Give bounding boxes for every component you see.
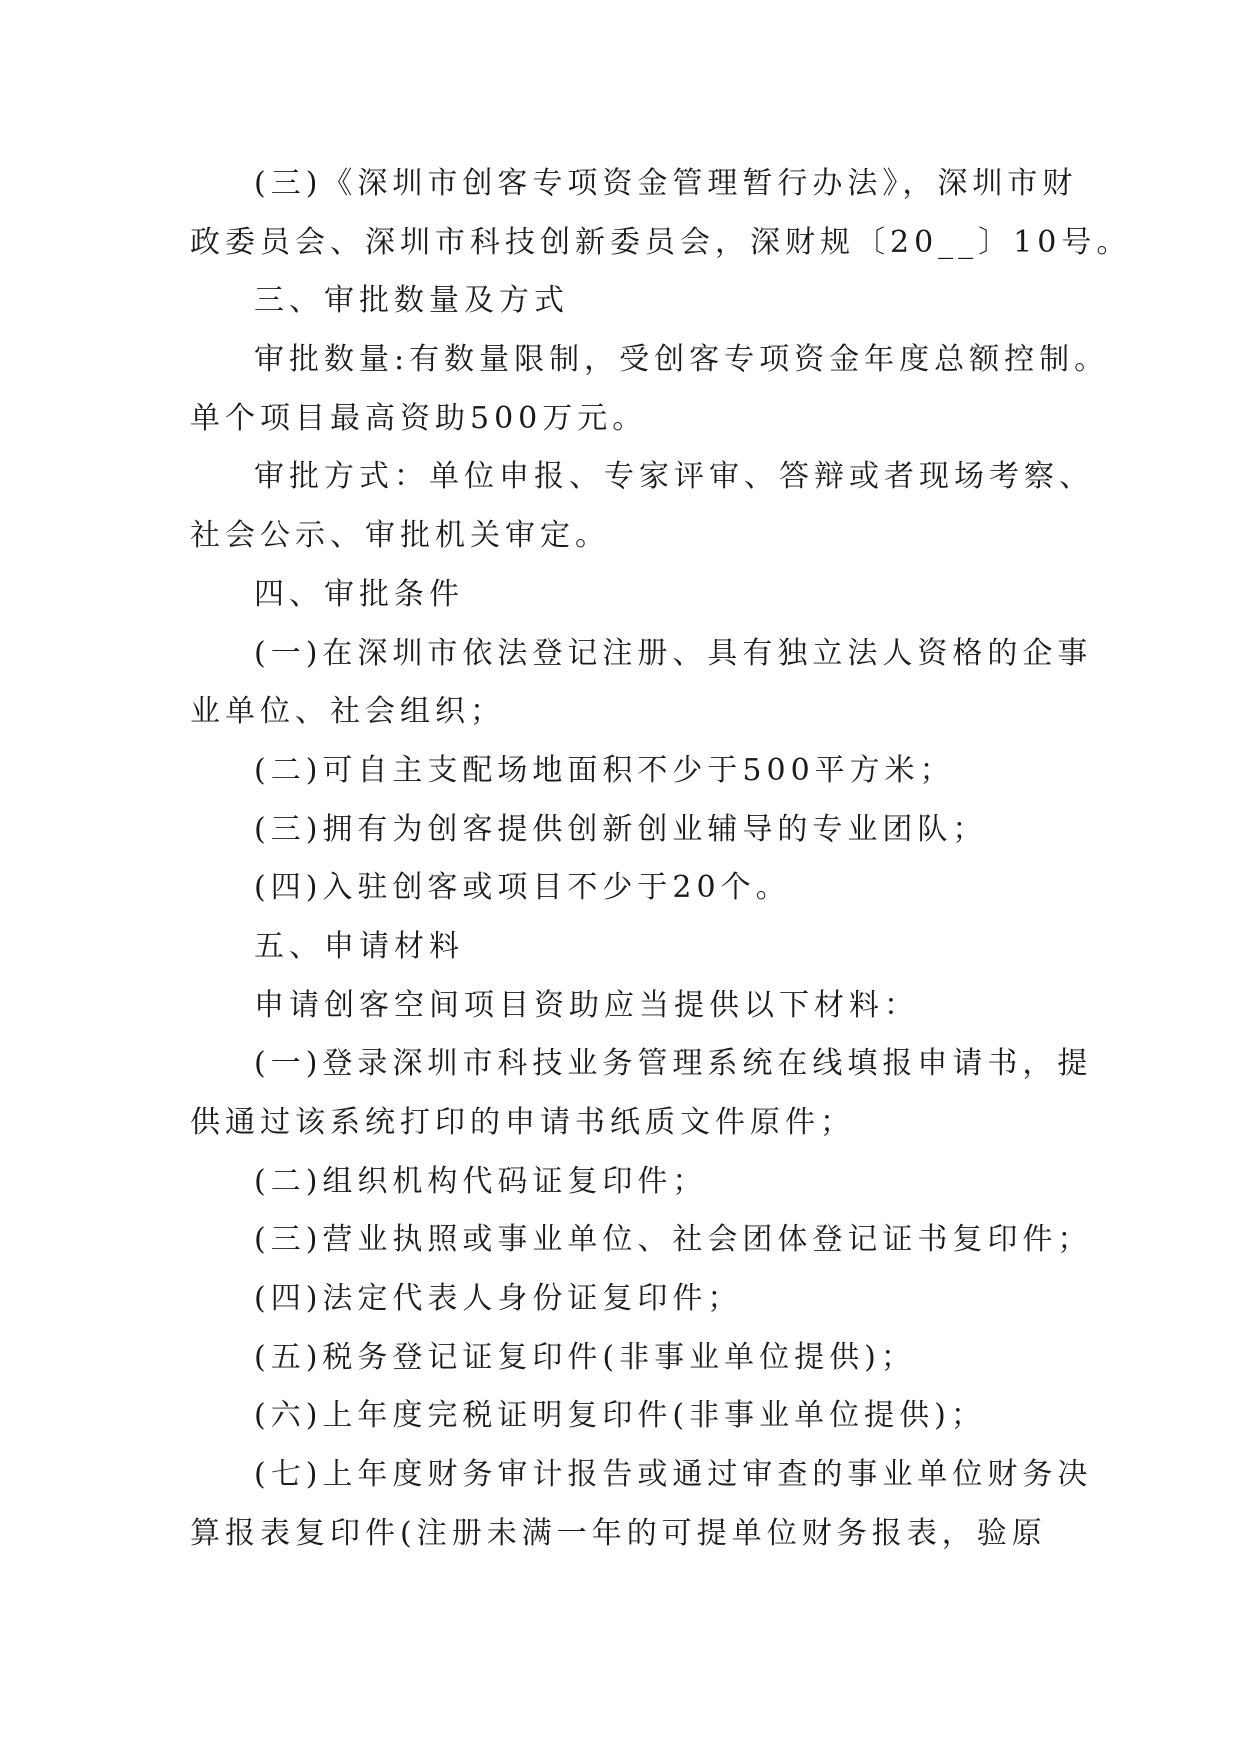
- text-line: (一)登录深圳市科技业务管理系统在线填报申请书，提: [254, 1046, 1093, 1082]
- text-line: (一)在深圳市依法登记注册、具有独立法人资格的企事: [254, 635, 1093, 671]
- text-line: 审批方式：单位申报、专家评审、答辩或者现场考察、: [254, 459, 1094, 495]
- text-line: (六)上年度完税证明复印件(非事业单位提供)；: [254, 1398, 986, 1434]
- text-line: (四)入驻创客或项目不少于20个。: [254, 870, 791, 906]
- text-line: 社会公示、审批机关审定。: [190, 518, 610, 554]
- section-heading: 三、审批数量及方式: [254, 283, 569, 319]
- text-line: (三)《深圳市创客专项资金管理暂行办法》，深圳市财: [254, 166, 1078, 201]
- text-line: 算报表复印件(注册未满一年的可提单位财务报表，验原: [190, 1515, 1047, 1551]
- text-line: 审批数量:有数量限制，受创客专项资金年度总额控制。: [254, 342, 1110, 378]
- text-line: (五)税务登记证复印件(非事业单位提供)；: [254, 1339, 916, 1375]
- text-line: 政委员会、深圳市科技创新委员会，深财规〔20__〕10号。: [190, 224, 1132, 260]
- text-line: 供通过该系统打印的申请书纸质文件原件；: [190, 1105, 855, 1140]
- section-heading: 五、申请材料: [254, 928, 464, 964]
- text-line: (四)法定代表人身份证复印件；: [254, 1281, 743, 1317]
- text-line: (七)上年度财务审计报告或通过审查的事业单位财务决: [254, 1457, 1093, 1493]
- text-line: 申请创客空间项目资助应当提供以下材料：: [254, 987, 919, 1023]
- text-line: (二)组织机构代码证复印件；: [254, 1163, 708, 1199]
- text-line: (三)拥有为创客提供创新创业辅导的专业团队；: [254, 811, 988, 847]
- text-line: 单个项目最高资助500万元。: [190, 400, 648, 436]
- document-body: [190, 155, 1132, 1564]
- text-line: (二)可自主支配场地面积不少于500平方米；: [254, 752, 955, 788]
- section-heading: 四、审批条件: [254, 576, 464, 612]
- text-line: (三)营业执照或事业单位、社会团体登记证书复印件；: [254, 1222, 1093, 1258]
- text-line: 业单位、社会组织；: [190, 694, 505, 730]
